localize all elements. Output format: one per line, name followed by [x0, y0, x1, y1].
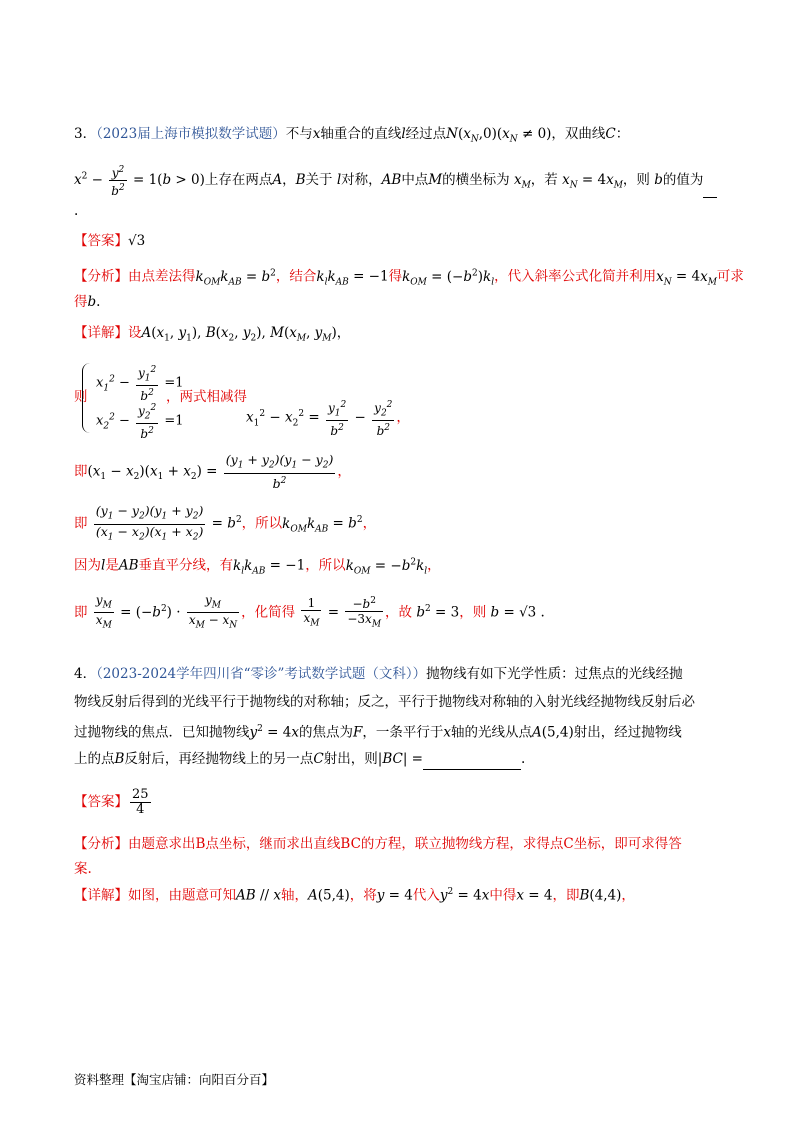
q3-analysis-line-1: 【分析】由点差法得$k_{OM}k_{AB} = b^2$，结合$k_lk_{AB} = -1$得$k_{OM} = (-b^2)k_l$，代入斜率公式化简并利用$x_N = 4x_M$可求	[74, 268, 744, 288]
q4-analysis-line-1: 【分析】由题意求出B点坐标，继而求出直线BC的方程，联立抛物线方程，求得点C坐标，即可求得答	[74, 836, 682, 852]
q4-analysis-line-2: 案.	[74, 861, 92, 877]
q4-answer-numerator: 25	[132, 787, 149, 802]
q3-answer-blank	[703, 183, 717, 198]
q4-line-1: 4．（2023-2024学年四川省“零诊”考试数学试题（文科））抛物线有如下光学性质：过焦点的光线经抛	[74, 666, 683, 682]
q4-detail-line-1: 【详解】如图，由题意可知AB // x轴，A(5,4)，将y = 4代入$y^2 = 4x$中得x = 4，即B(4,4)，	[74, 887, 635, 904]
q3-line-2: $x^2$ − $\frac{y^2}{b^2}$ = 1(b > 0)上存在两点A，B关于 l对称，AB中点M的横坐标为 $x_M$，若 $x_N = 4x_M$，则 b的值为	[74, 163, 717, 198]
q3-answer-value: √3	[128, 233, 146, 249]
q3-detail-line-8: 即 $\frac{y_M}{x_M}$ = $(-b^2)$ · $\frac{y_M}{x_M - x_N}$ ，化简得 $\frac{1}{x_M}$ = $\frac{-b^2}{-3x_M}$ ，故 $b^2 = 3$，则 b = √3 .	[74, 593, 545, 631]
q3-line-1: 3．（2023届上海市模拟数学试题）不与x轴重合的直线l经过点$N(x_N,0)(x_N \ne 0)$，双曲线C：	[74, 126, 630, 145]
q3-detail-subtract: ，两式相减得	[166, 389, 247, 405]
q3-detail-line-6: 即 $\frac{(y_1 - y_2)(y_1 + y_2)}{(x_1 - x_2)(x_1 + x_2)}$ = $b^2$，所以$k_{OM}k_{AB} = b^2$，	[74, 503, 377, 542]
q4-answer: 【答案】 $\frac{25}{4}$	[74, 787, 149, 817]
page-footer: 资料整理【淘宝店铺：向阳百分百】	[74, 1072, 275, 1087]
q3-detail-line-5: 即$(x_1 - x_2)(x_1 + x_2)$ = $\frac{(y_1 + y_2)(y_1 - y_2)}{b^2}$ ，	[74, 452, 351, 491]
q4-answer-denominator: 4	[136, 802, 145, 817]
q4-number: 4．	[74, 666, 97, 682]
q4-line-3: 过抛物线的焦点．已知抛物线$y^2 = 4x$的焦点为F，一条平行于x轴的光线从点A(5,4)射出，经过抛物线	[74, 724, 682, 741]
q4-answer-blank	[423, 755, 521, 770]
q3-detail-then: 则	[74, 389, 88, 405]
q3-number: 3．	[74, 126, 97, 142]
document-page: 3．（2023届上海市模拟数学试题）不与x轴重合的直线l经过点$N(x_N,0)(x_N \ne 0)$，双曲线C： $x^2$ − $\frac{y^2}{b^2}$ = 1(b > 0)上存在两点A，B关于 l对称，AB中点M的横坐标为 $x_M$，若 $x_N = 4x_M$，则 b的值为 . 【答案】√3 【分析】由点差法得$k_{OM}k_{AB} = b^2$，结合$k_lk_{AB} = -1$得$k_{OM} = (-b^2)k_l$，代入斜率公式化简并利用$x_N = 4x_M$可求 得b. 【详解】设$A(x_1$, $y_1$), $B(x_2$, $y_2$), $M(x_M$, $y_M$)， 则 $x_1^2$ − $\frac{y_1^2}{b^2}$ =1 $x_2^2$ − $\frac{y_2^2}{b^2}$ =1 ，两式相减得 $x_1^2 - x_2^2$ = $\frac{y_1^2}{b^2}$ − $\frac{y_2^2}{b^2}$ ， 即$(x_1 - x_2)(x_1 + x_2)$ = $\frac{(y_1 + y_2)(y_1 - y_2)}{b^2}$ ， 即 $\frac{(y_1 - y_2)(y_1 + y_2)}{(x_1 - x_2)(x_1 + x_2)}$ = $b^2$，所以$k_{OM}k_{AB} = b^2$， 因为l是AB垂直平分线，有$k_lk_{AB} = -1$，所以$k_{OM} = -b^2k_l$， 即 $\frac{y_M}{x_M}$ = $(-b^2)$ · $\frac{y_M}{x_M - x_N}$ ，化简得 $\frac{1}{x_M}$ = $\frac{-b^2}{-3x_M}$ ，故 $b^2 = 3$，则 b = √3 . 4．（2023-2024学年四川省“零诊”考试数学试题（文科））抛物线有如下光学性质：过焦点的光线经抛 物线反射后得到的光线平行于抛物线的对称轴；反之，平行于抛物线对称轴的入射光线经抛物线反射后必 过抛物线的焦点．已知抛物线$y^2 = 4x$的焦点为F，一条平行于x轴的光线从点A(5,4)射出，经过抛物线 上的点B反射后，再经抛物线上的另一点C射出，则|BC| = . 【答案】 $\frac{25}{4}$ 【分析】由题意求出B点坐标，继而求出直线BC的方程，联立抛物线方程，求得点C坐标，即可求得答 案. 【详解】如图，由题意可知AB // x轴，A(5,4)，将y = 4代入$y^2 = 4x$中得x = 4，即B(4,4)， 资料整理【淘宝店铺：向阳百分百】	[0, 0, 800, 1132]
q4-source: （2023-2024学年四川省“零诊”考试数学试题（文科））	[96, 666, 427, 682]
q3-detail-line-7: 因为l是AB垂直平分线，有$k_lk_{AB} = -1$，所以$k_{OM} = -b^2k_l$，	[74, 557, 441, 577]
q4-line-2: 物线反射后得到的光线平行于抛物线的对称轴；反之，平行于抛物线对称轴的入射光线经抛物线反射后必	[74, 694, 695, 710]
q3-analysis-line-2: 得b.	[74, 294, 101, 310]
q4-line-4: 上的点B反射后，再经抛物线上的另一点C射出，则|BC| = .	[74, 748, 525, 770]
q3-answer: 【答案】√3	[74, 233, 146, 249]
q3-detail-line-1: 【详解】设$A(x_1$, $y_1$), $B(x_2$, $y_2$), $M(x_M$, $y_M$)，	[74, 325, 351, 344]
q3-line-3: .	[74, 203, 79, 219]
q3-source: （2023届上海市模拟数学试题）	[96, 126, 286, 142]
q3-diff-equation: $x_1^2 - x_2^2$ = $\frac{y_1^2}{b^2}$ − $\frac{y_2^2}{b^2}$ ，	[246, 400, 410, 439]
